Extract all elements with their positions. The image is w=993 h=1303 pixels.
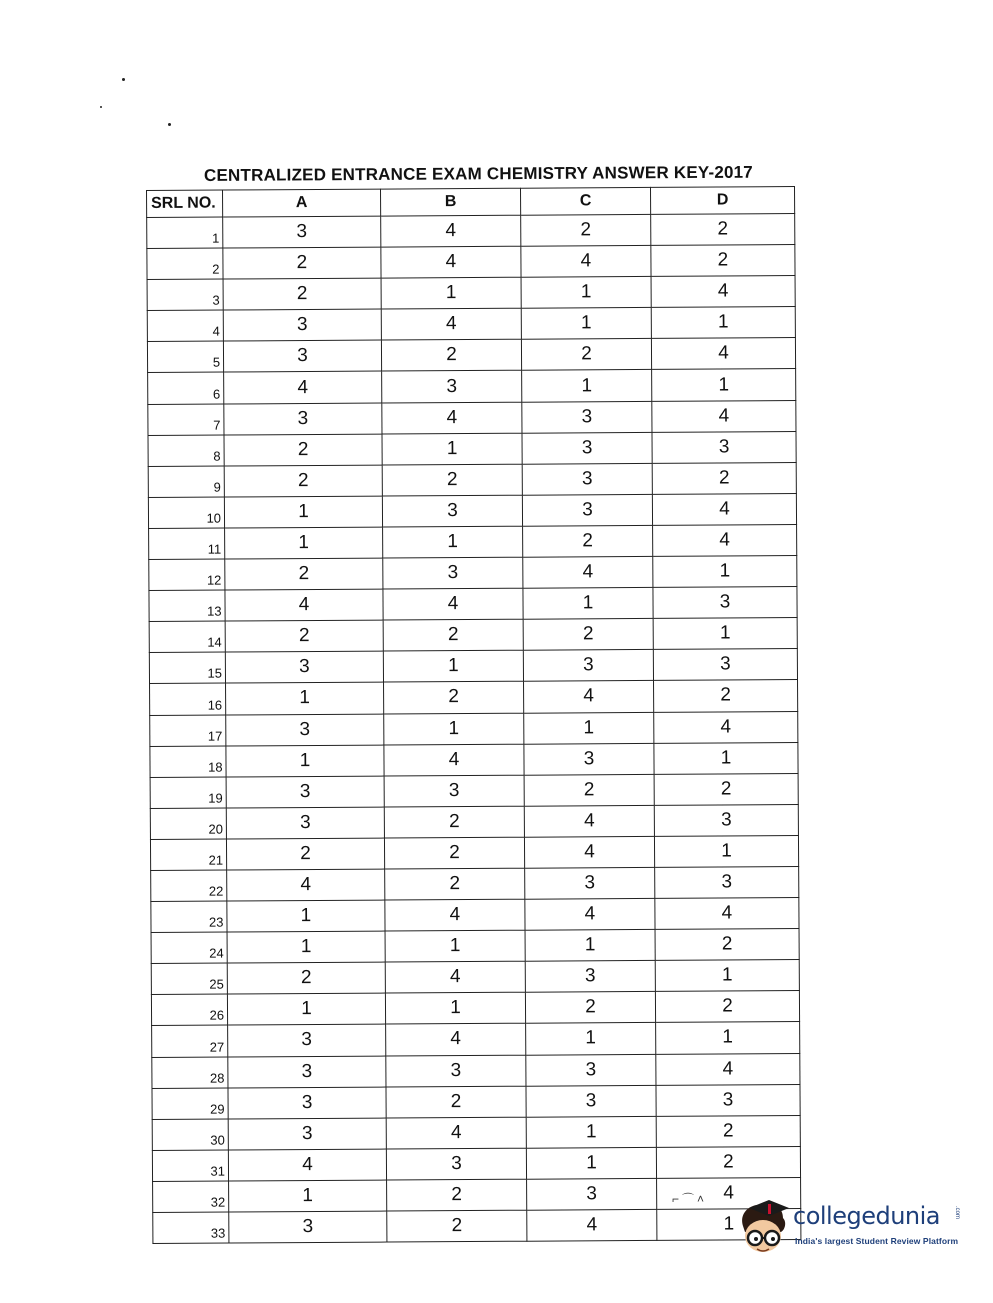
table-row [147, 276, 795, 311]
answer-cell-a: 3 [226, 714, 384, 746]
scan-speck [168, 123, 171, 126]
table-row [149, 649, 797, 684]
answer-cell-a: 3 [228, 1118, 386, 1150]
answer-cell-b: 2 [385, 868, 525, 900]
serial-number-cell: 19 [150, 777, 226, 809]
column-header-b: B [380, 188, 520, 216]
answer-cell-a: 4 [225, 589, 383, 621]
answer-cell-a: 1 [224, 496, 382, 528]
table-row [149, 524, 797, 559]
table-row [151, 898, 799, 933]
answer-cell-b: 4 [384, 744, 524, 776]
answer-cell-a: 4 [227, 869, 385, 901]
answer-cell-c: 3 [522, 463, 652, 495]
table-row [148, 431, 796, 466]
serial-number-cell: 15 [149, 652, 225, 684]
answer-cell-c: 2 [521, 214, 651, 246]
serial-number-cell: 6 [148, 372, 224, 404]
table-row [152, 1084, 800, 1119]
answer-cell-c: 3 [522, 494, 652, 526]
answer-cell-c: 3 [525, 961, 655, 993]
serial-number-cell: 5 [147, 341, 223, 373]
brand-tagline: India's largest Student Review Platform [795, 1236, 959, 1246]
serial-number-cell: 33 [153, 1212, 229, 1244]
answer-cell-b: 4 [382, 402, 522, 434]
table-row [149, 556, 797, 591]
scan-speck [122, 78, 125, 81]
table-row [152, 1053, 800, 1088]
serial-number-cell: 26 [151, 994, 227, 1026]
answer-cell-a: 3 [225, 651, 383, 683]
table-row [147, 245, 795, 280]
answer-cell-a: 2 [224, 434, 382, 466]
answer-cell-b: 3 [383, 557, 523, 589]
serial-number-cell: 8 [148, 435, 224, 467]
answer-cell-b: 1 [383, 651, 523, 683]
answer-cell-b: 4 [383, 588, 523, 620]
answer-cell-a: 4 [228, 1149, 386, 1181]
answer-cell-c: 2 [523, 619, 653, 651]
table-row [150, 804, 798, 839]
serial-number-cell: 23 [151, 901, 227, 933]
table-header-row [147, 187, 795, 218]
table-row [147, 338, 795, 373]
table-row [150, 835, 798, 870]
answer-cell-d: 2 [655, 991, 799, 1023]
answer-cell-a: 2 [225, 620, 383, 652]
serial-number-cell: 28 [152, 1057, 228, 1089]
answer-cell-a: 1 [227, 900, 385, 932]
answer-cell-d: 1 [652, 369, 796, 401]
serial-number-cell: 17 [150, 715, 226, 747]
answer-cell-d: 1 [651, 307, 795, 339]
answer-cell-a: 1 [227, 993, 385, 1025]
answer-cell-d: 1 [655, 960, 799, 992]
answer-cell-a: 1 [226, 682, 384, 714]
serial-number-cell: 29 [152, 1088, 228, 1120]
mascot-icon [735, 1196, 795, 1260]
answer-cell-d: 3 [654, 804, 798, 836]
answer-cell-d: 3 [652, 431, 796, 463]
table-row [152, 1115, 800, 1150]
answer-cell-d: 4 [656, 1053, 800, 1085]
answer-cell-c: 1 [526, 1023, 656, 1055]
brand-name: collegedunia [793, 1202, 941, 1230]
table-row [150, 680, 798, 715]
serial-number-cell: 9 [148, 466, 224, 498]
answer-cell-a: 2 [224, 465, 382, 497]
answer-cell-b: 4 [381, 308, 521, 340]
answer-cell-b: 2 [383, 619, 523, 651]
answer-key-table [146, 186, 801, 1244]
table-row [148, 493, 796, 528]
answer-cell-b: 3 [386, 1148, 526, 1180]
serial-number-cell: 31 [152, 1150, 228, 1182]
table-row [151, 866, 799, 901]
serial-number-cell: 14 [149, 621, 225, 653]
answer-cell-b: 1 [385, 930, 525, 962]
serial-number-cell: 24 [151, 932, 227, 964]
table-row [152, 1022, 800, 1057]
answer-cell-a: 3 [228, 1087, 386, 1119]
answer-cell-d: 1 [657, 1209, 801, 1241]
answer-cell-c: 4 [524, 681, 654, 713]
serial-number-cell: 7 [148, 404, 224, 436]
answer-cell-c: 3 [523, 650, 653, 682]
answer-cell-d: 4 [654, 711, 798, 743]
answer-cell-d: 4 [652, 493, 796, 525]
answer-cell-a: 2 [223, 278, 381, 310]
answer-cell-b: 3 [382, 371, 522, 403]
table-row [150, 711, 798, 746]
scan-speck [100, 106, 102, 108]
answer-cell-d: 2 [651, 214, 795, 246]
answer-cell-d: 4 [652, 400, 796, 432]
serial-number-cell: 11 [149, 528, 225, 560]
answer-cell-b: 2 [381, 340, 521, 372]
answer-cell-a: 3 [223, 309, 381, 341]
answer-cell-d: 1 [654, 835, 798, 867]
answer-cell-c: 4 [527, 1209, 657, 1241]
table-row [151, 929, 799, 964]
answer-cell-b: 3 [382, 495, 522, 527]
answer-cell-a: 3 [223, 340, 381, 372]
table-body [147, 214, 801, 1244]
answer-cell-a: 1 [225, 527, 383, 559]
answer-cell-a: 3 [229, 1211, 387, 1243]
column-header-d: D [650, 187, 794, 215]
answer-cell-c: 2 [525, 992, 655, 1024]
answer-cell-d: 2 [652, 462, 796, 494]
table-row [150, 742, 798, 777]
answer-cell-d: 1 [654, 742, 798, 774]
collegedunia-logo [735, 1196, 965, 1266]
serial-number-cell: 3 [147, 279, 223, 311]
answer-cell-b: 1 [384, 713, 524, 745]
answer-cell-b: 2 [384, 837, 524, 869]
answer-cell-c: 1 [526, 1116, 656, 1148]
table-row [150, 773, 798, 808]
answer-cell-c: 4 [523, 556, 653, 588]
table-row [147, 214, 795, 249]
answer-cell-d: 3 [653, 649, 797, 681]
answer-cell-c: 4 [524, 836, 654, 868]
answer-cell-c: 1 [524, 712, 654, 744]
answer-cell-b: 2 [386, 1086, 526, 1118]
answer-cell-b: 4 [381, 246, 521, 278]
table-row [148, 369, 796, 404]
answer-cell-b: 1 [381, 277, 521, 309]
answer-cell-a: 2 [226, 838, 384, 870]
answer-cell-a: 3 [224, 403, 382, 435]
serial-number-cell: 12 [149, 559, 225, 591]
answer-cell-d: 2 [656, 1146, 800, 1178]
answer-cell-d: 2 [655, 929, 799, 961]
answer-cell-c: 1 [523, 588, 653, 620]
answer-cell-a: 2 [225, 558, 383, 590]
column-header-c: C [520, 187, 650, 215]
answer-cell-d: 4 [651, 338, 795, 370]
answer-cell-c: 2 [521, 339, 651, 371]
answer-cell-c: 4 [524, 805, 654, 837]
serial-number-cell: 16 [150, 683, 226, 715]
answer-cell-b: 4 [386, 1024, 526, 1056]
column-header-srl: SRL NO. [147, 190, 223, 217]
answer-cell-d: 3 [656, 1084, 800, 1116]
answer-cell-a: 3 [228, 1056, 386, 1088]
answer-cell-b: 3 [386, 1055, 526, 1087]
answer-cell-d: 2 [654, 680, 798, 712]
answer-cell-c: 3 [522, 432, 652, 464]
answer-cell-b: 2 [384, 806, 524, 838]
answer-cell-d: 4 [657, 1177, 801, 1209]
answer-cell-d: 4 [651, 276, 795, 308]
answer-cell-a: 3 [228, 1024, 386, 1056]
answer-cell-a: 3 [226, 776, 384, 808]
answer-cell-c: 3 [524, 743, 654, 775]
serial-number-cell: 25 [151, 963, 227, 995]
answer-cell-c: 3 [527, 1178, 657, 1210]
answer-cell-d: 4 [653, 524, 797, 556]
answer-cell-c: 3 [526, 1085, 656, 1117]
column-header-a: A [223, 189, 381, 217]
page-title: CENTRALIZED ENTRANCE EXAM CHEMISTRY ANSWER KEY-2017 [203, 162, 753, 185]
answer-cell-a: 2 [223, 247, 381, 279]
answer-cell-c: 4 [525, 898, 655, 930]
answer-cell-b: 2 [382, 464, 522, 496]
serial-number-cell: 22 [151, 870, 227, 902]
answer-cell-c: 3 [526, 1054, 656, 1086]
table-row [149, 618, 797, 653]
serial-number-cell: 21 [150, 839, 226, 871]
table-row [153, 1209, 801, 1244]
answer-cell-d: 1 [653, 556, 797, 588]
answer-cell-c: 1 [522, 370, 652, 402]
answer-cell-c: 1 [526, 1147, 656, 1179]
answer-cell-c: 2 [524, 774, 654, 806]
serial-number-cell: 20 [150, 808, 226, 840]
answer-cell-d: 3 [653, 587, 797, 619]
answer-key-table-wrapper [146, 186, 800, 1244]
table-row [148, 462, 796, 497]
serial-number-cell: 13 [149, 590, 225, 622]
answer-cell-b: 4 [386, 1117, 526, 1149]
answer-cell-d: 4 [655, 898, 799, 930]
answer-cell-a: 3 [223, 216, 381, 248]
answer-cell-a: 4 [224, 372, 382, 404]
serial-number-cell: 2 [147, 248, 223, 280]
answer-cell-b: 3 [384, 775, 524, 807]
brand-suffix: .com [954, 1206, 960, 1220]
answer-cell-d: 1 [656, 1022, 800, 1054]
table-row [151, 960, 799, 995]
answer-cell-c: 1 [521, 277, 651, 309]
answer-cell-c: 1 [521, 308, 651, 340]
answer-cell-c: 4 [521, 246, 651, 278]
page-edge-mark: ⌐⌒˄ [672, 1192, 708, 1206]
answer-cell-b: 4 [385, 961, 525, 993]
serial-number-cell: 1 [147, 217, 223, 249]
answer-cell-b: 2 [384, 682, 524, 714]
answer-cell-b: 2 [387, 1210, 527, 1242]
table-row [149, 587, 797, 622]
answer-cell-d: 2 [656, 1115, 800, 1147]
serial-number-cell: 30 [152, 1119, 228, 1151]
answer-cell-c: 1 [525, 930, 655, 962]
answer-cell-a: 2 [227, 962, 385, 994]
table-row [152, 1146, 800, 1181]
answer-cell-a: 1 [227, 931, 385, 963]
serial-number-cell: 4 [147, 310, 223, 342]
serial-number-cell: 18 [150, 746, 226, 778]
serial-number-cell: 10 [148, 497, 224, 529]
answer-cell-b: 1 [383, 526, 523, 558]
table-row [151, 991, 799, 1026]
answer-cell-a: 3 [226, 807, 384, 839]
table-row [148, 400, 796, 435]
answer-cell-a: 1 [229, 1180, 387, 1212]
answer-cell-a: 1 [226, 745, 384, 777]
answer-cell-d: 2 [654, 773, 798, 805]
table-row [147, 307, 795, 342]
answer-cell-b: 1 [382, 433, 522, 465]
serial-number-cell: 27 [152, 1025, 228, 1057]
answer-cell-c: 2 [523, 525, 653, 557]
answer-cell-b: 4 [385, 899, 525, 931]
answer-cell-b: 2 [387, 1179, 527, 1211]
answer-cell-d: 3 [655, 866, 799, 898]
answer-cell-c: 3 [522, 401, 652, 433]
answer-cell-c: 3 [525, 867, 655, 899]
answer-cell-b: 4 [381, 215, 521, 247]
answer-cell-d: 1 [653, 618, 797, 650]
answer-cell-b: 1 [385, 993, 525, 1025]
serial-number-cell: 32 [153, 1181, 229, 1213]
answer-cell-d: 2 [651, 245, 795, 277]
